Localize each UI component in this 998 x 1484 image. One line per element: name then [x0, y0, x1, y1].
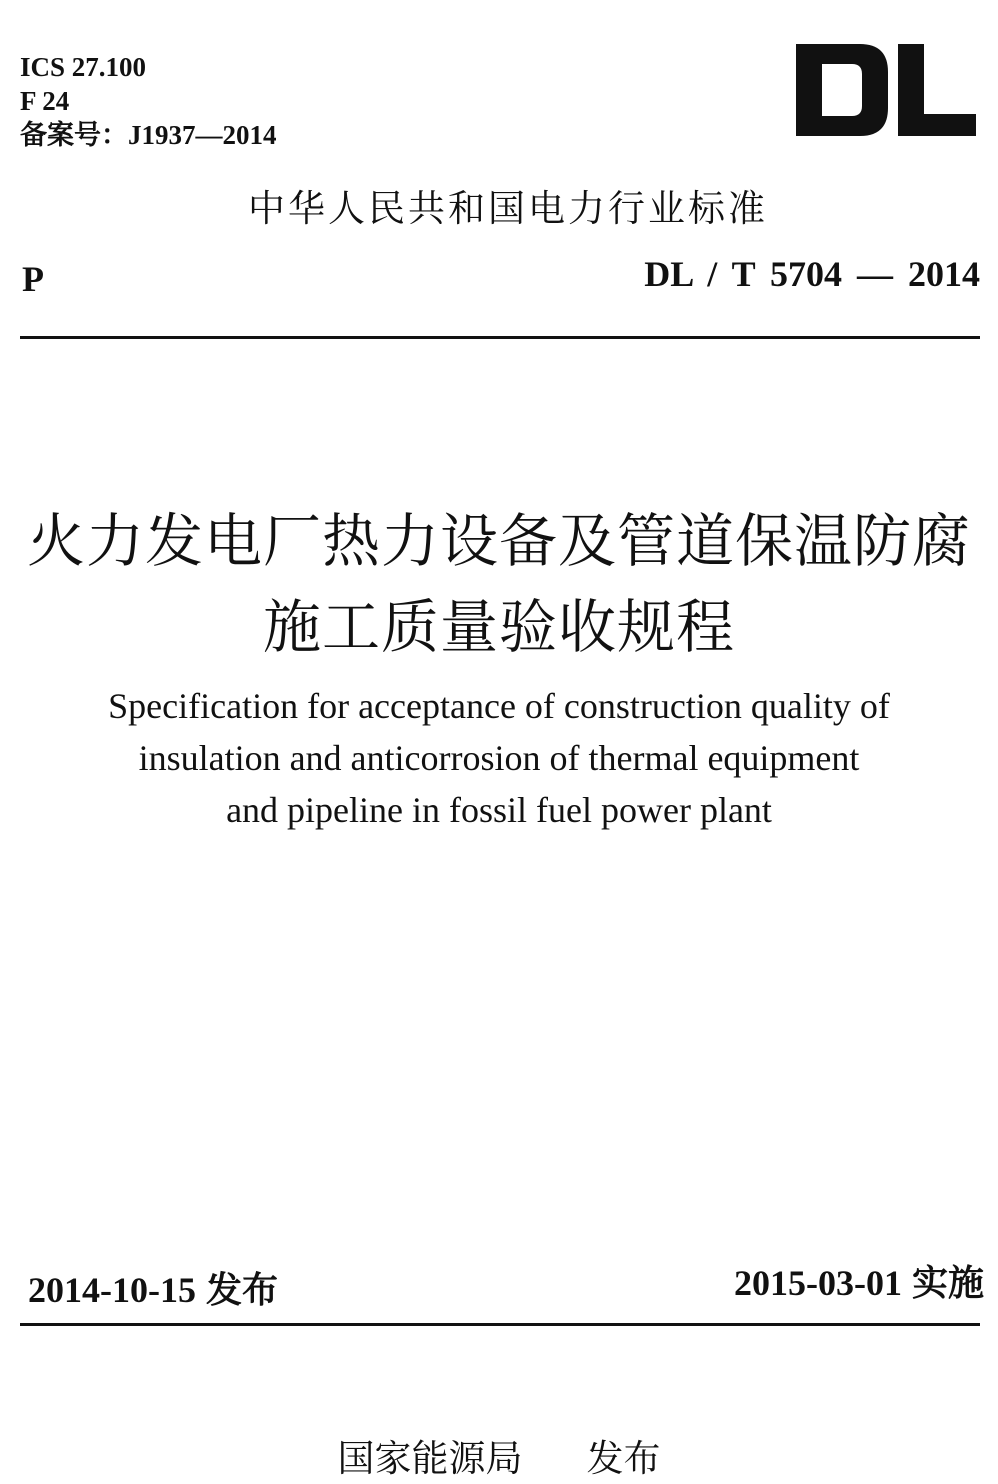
top-divider	[20, 336, 980, 339]
publisher-action: 发布	[586, 1437, 661, 1480]
standard-type-title: 中华人民共和国电力行业标准	[248, 187, 768, 230]
publisher-line	[0, 1428, 998, 1482]
ccs-code: F 24	[20, 86, 70, 116]
effective-date-block	[734, 1255, 984, 1306]
english-title-line-2: insulation and anticorrosion of thermal equipment	[138, 738, 860, 778]
chinese-title	[0, 498, 998, 670]
effective-date: 2015-03-01	[734, 1263, 902, 1303]
ics-code: ICS 27.100	[20, 52, 147, 82]
record-number: 备案号：J1937—2014	[20, 120, 277, 150]
english-title	[0, 680, 998, 836]
english-title-line-3: and pipeline in fossil fuel power plant	[226, 790, 772, 830]
publisher-name: 国家能源局	[337, 1437, 523, 1480]
dl-logo-letter-l	[898, 44, 976, 136]
issue-date-block	[28, 1262, 278, 1313]
bottom-divider	[20, 1323, 980, 1326]
class-code: P	[22, 259, 44, 299]
english-title-line-1: Specification for acceptance of construction quality of	[108, 686, 890, 726]
chinese-title-line-1: 火力发电厂热力设备及管道保温防腐	[26, 507, 971, 575]
issue-label: 发布	[205, 1270, 278, 1311]
dl-logo	[790, 40, 980, 140]
classification-codes	[20, 50, 277, 152]
standard-number: DL / T 5704 — 2014	[644, 254, 980, 294]
issue-date: 2014-10-15	[28, 1270, 196, 1310]
dl-logo-letter-d	[796, 44, 888, 136]
effective-label: 实施	[911, 1263, 984, 1304]
chinese-title-line-2: 施工质量验收规程	[262, 593, 735, 661]
